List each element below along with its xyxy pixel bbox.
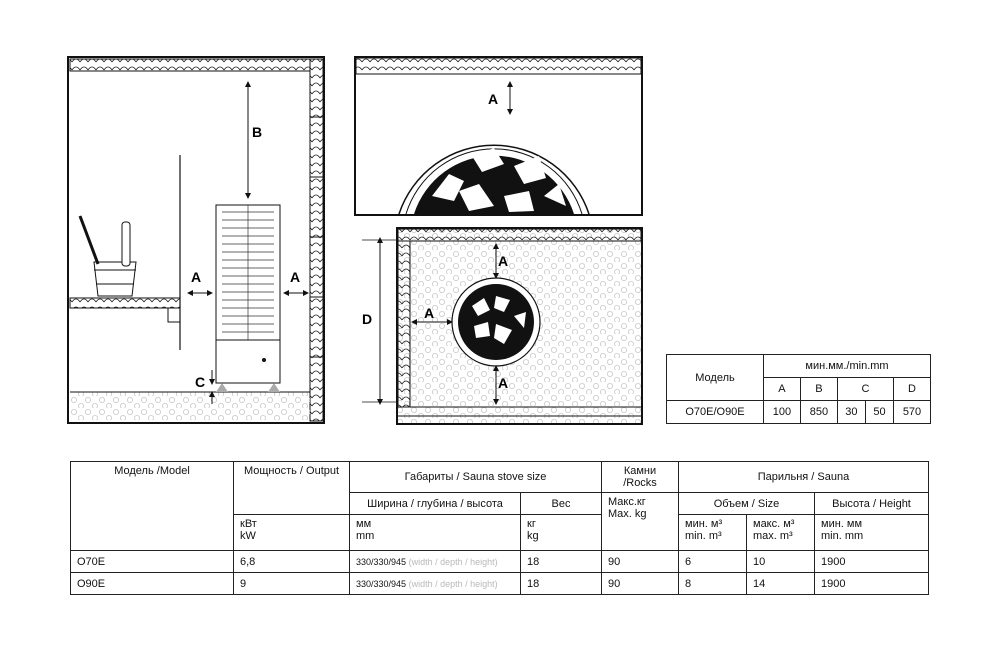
row-vmax: 10 [747, 551, 815, 573]
clearance-col-a: A [764, 378, 801, 401]
label-c: C [195, 374, 206, 390]
row-height: 1900 [815, 551, 929, 573]
row-dims [350, 551, 521, 573]
clearance-row-c2: 50 [865, 401, 893, 424]
row-dims-value: 330/330/945 [356, 578, 407, 589]
clearance-model-header: Модель [667, 355, 764, 401]
clearance-row-d: 570 [894, 401, 931, 424]
label-a-plan-left: A [424, 305, 435, 321]
row-dims-hint: (width / depth / height) [408, 578, 498, 589]
spec-table [70, 461, 929, 595]
row-power: 9 [234, 573, 350, 595]
row-model: O90E [71, 573, 234, 595]
spec-unit-height [815, 515, 929, 551]
table-row [71, 573, 929, 595]
clearance-col-d: D [894, 378, 931, 401]
label-a-right: A [290, 269, 301, 285]
spec-sub-rocks-en: Max. kg [608, 508, 647, 520]
unit-mm-ru: мм [356, 518, 372, 530]
spec-unit-kg [521, 515, 602, 551]
spec-sub-weight: Вес [521, 493, 602, 515]
unit-hmin-ru: мин. мм [821, 518, 863, 530]
label-d: D [362, 311, 373, 327]
table-row [71, 551, 929, 573]
row-vmin: 8 [679, 573, 747, 595]
spec-sub-volume: Объем / Size [679, 493, 815, 515]
row-vmin: 6 [679, 551, 747, 573]
unit-power-ru: кВт [240, 518, 257, 530]
label-b: B [252, 124, 263, 140]
row-power: 6,8 [234, 551, 350, 573]
spec-unit-vmin [679, 515, 747, 551]
spec-header-model: Модель /Model [71, 462, 234, 551]
row-model: O70E [71, 551, 234, 573]
clearance-col-b: B [800, 378, 837, 401]
unit-vmin-en: min. m³ [685, 530, 722, 542]
spec-unit-power [234, 515, 350, 551]
spec-header-rocks: Камни /Rocks [602, 462, 679, 493]
clearance-row-a: 100 [764, 401, 801, 424]
unit-power-en: kW [240, 530, 256, 542]
label-a-left: A [191, 269, 202, 285]
row-dims-hint: (width / depth / height) [408, 556, 498, 567]
label-a-top: A [488, 91, 499, 107]
row-height: 1900 [815, 573, 929, 595]
clearance-col-c: C [837, 378, 893, 401]
row-rocks: 90 [602, 573, 679, 595]
unit-hmin-en: min. mm [821, 530, 864, 542]
spec-sub-rocks [602, 493, 679, 551]
spec-header-output: Мощность / Output [234, 462, 350, 515]
clearance-row-c1: 30 [837, 401, 865, 424]
clearance-row-b: 850 [800, 401, 837, 424]
row-vmax: 14 [747, 573, 815, 595]
clearance-table [666, 354, 931, 424]
spec-sub-height: Высота / Height [815, 493, 929, 515]
unit-vmin-ru: мин. м³ [685, 518, 723, 530]
top-view-wall-diagram [354, 56, 644, 218]
spec-unit-mm [350, 515, 521, 551]
spec-sub-dims: Ширина / глубина / высота [350, 493, 521, 515]
spec-sub-rocks-ru: Макс.кг [608, 496, 646, 508]
unit-mm-en: mm [356, 530, 375, 542]
spec-unit-vmax [747, 515, 815, 551]
spec-header-size: Габариты / Sauna stove size [350, 462, 602, 493]
row-dims-value: 330/330/945 [356, 556, 407, 567]
unit-kg-en: kg [527, 530, 539, 542]
unit-kg-ru: кг [527, 518, 536, 530]
row-weight: 18 [521, 551, 602, 573]
unit-vmax-en: max. m³ [753, 530, 793, 542]
spec-header-sauna: Парильня / Sauna [679, 462, 929, 493]
side-view-diagram [0, 0, 340, 440]
row-rocks: 90 [602, 551, 679, 573]
label-a-plan-bottom: A [498, 375, 509, 391]
floor-plan-diagram [354, 226, 644, 426]
label-a-plan-top: A [498, 253, 509, 269]
clearance-row-model: O70E/O90E [667, 401, 764, 424]
unit-vmax-ru: макс. м³ [753, 518, 795, 530]
row-weight: 18 [521, 573, 602, 595]
clearance-unit-header: мин.мм./min.mm [764, 355, 931, 378]
row-dims [350, 573, 521, 595]
